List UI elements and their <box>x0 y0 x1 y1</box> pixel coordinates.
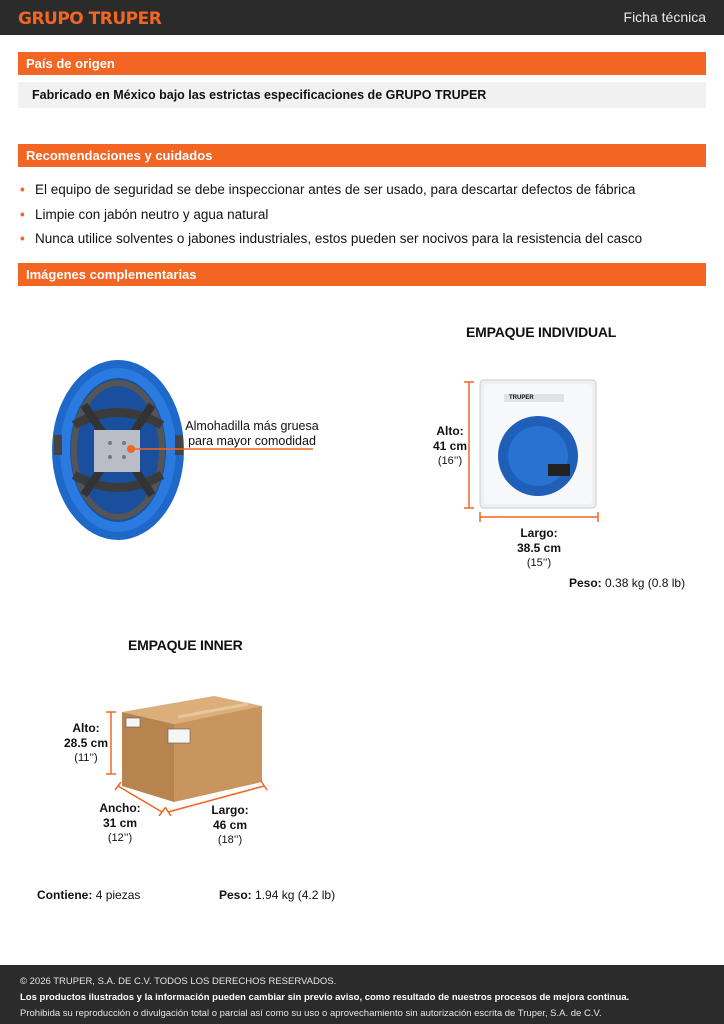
section-title-origin: País de origen <box>18 52 706 75</box>
inner-peso-label: Peso: <box>219 888 252 902</box>
individual-largo-label: Largo: <box>520 526 558 540</box>
individual-peso-label: Peso: <box>569 576 602 590</box>
inner-ancho-inches: (12’’) <box>107 832 133 844</box>
footer-notice: Los productos ilustrados y la información pueden cambiar sin previo aviso, como resultado de nuestros procesos de mejora continua. <box>20 992 630 1003</box>
inner-package-title: EMPAQUE INNER <box>128 637 243 653</box>
individual-largo-inches: (15’’) <box>526 557 552 569</box>
inner-contiene-value: 4 piezas <box>95 888 141 902</box>
bullet-icon: • <box>20 182 25 197</box>
individual-weight <box>569 576 685 590</box>
care-item-text: Limpie con jabón neutro y agua natural <box>35 206 269 222</box>
inner-contents <box>37 888 140 902</box>
footer-copyright: © 2026 TRUPER, S.A. DE C.V. TODOS LOS DERECHOS RESERVADOS. <box>20 976 337 987</box>
origin-text: Fabricado en México bajo las estrictas especificaciones de GRUPO TRUPER <box>18 82 706 108</box>
bag-label-text: TRUPER <box>509 395 534 401</box>
inner-alto-label: Alto: <box>72 721 100 735</box>
individual-height-label <box>424 424 476 469</box>
inner-peso-value: 1.94 kg (4.2 lb) <box>255 888 336 902</box>
inner-weight <box>219 888 335 902</box>
section-title-images: Imágenes complementarias <box>18 263 706 286</box>
list-item <box>20 203 710 228</box>
list-item <box>20 227 710 252</box>
helmet-callout-line1: Almohadilla más gruesa <box>185 419 319 433</box>
care-list <box>20 178 710 252</box>
brand-logo: GRUPO TRUPER <box>18 9 162 29</box>
list-item <box>20 178 710 203</box>
inner-largo-value: 46 cm <box>212 818 248 832</box>
section-title-care: Recomendaciones y cuidados <box>18 144 706 167</box>
bullet-icon: • <box>20 206 25 222</box>
inner-contiene-label: Contiene: <box>37 888 93 902</box>
individual-largo-value: 38.5 cm <box>516 541 562 555</box>
individual-length-label <box>504 526 574 571</box>
document-type: Ficha técnica <box>623 9 706 25</box>
inner-width-label <box>94 801 146 846</box>
inner-largo-inches: (18’’) <box>217 834 243 846</box>
inner-largo-label: Largo: <box>211 803 249 817</box>
individual-alto-value: 41 cm <box>432 439 468 453</box>
header-bar <box>0 0 724 35</box>
individual-package-title: EMPAQUE INDIVIDUAL <box>466 324 617 340</box>
bullet-icon: • <box>20 231 25 246</box>
bag-package-image <box>478 378 598 510</box>
inner-ancho-value: 31 cm <box>102 816 138 830</box>
individual-alto-inches: (16’’) <box>437 455 463 467</box>
helmet-callout-line2: para mayor comodidad <box>188 434 316 448</box>
inner-height-label <box>58 721 114 766</box>
inner-ancho-label: Ancho: <box>99 801 141 815</box>
inner-length-label <box>204 803 256 848</box>
individual-alto-label: Alto: <box>436 424 464 438</box>
inner-alto-value: 28.5 cm <box>63 736 109 750</box>
individual-length-dimension-icon <box>478 510 600 524</box>
care-item-text: Nunca utilice solventes o jabones industriales, estos pueden ser nocivos para la resistencia del casco <box>35 231 643 246</box>
helmet-callout <box>184 419 320 449</box>
inner-alto-inches: (11’’) <box>74 752 98 764</box>
individual-peso-value: 0.38 kg (0.8 lb) <box>605 576 686 590</box>
care-item-text: El equipo de seguridad se debe inspeccionar antes de ser usado, para descartar defectos de fábrica <box>35 182 636 197</box>
footer <box>0 965 724 1024</box>
footer-legal: Prohibida su reproducción o divulgación total o parcial así como su uso o aprovechamiento sin autorización escrita de Truper, S.A. de C.V. <box>20 1008 602 1019</box>
